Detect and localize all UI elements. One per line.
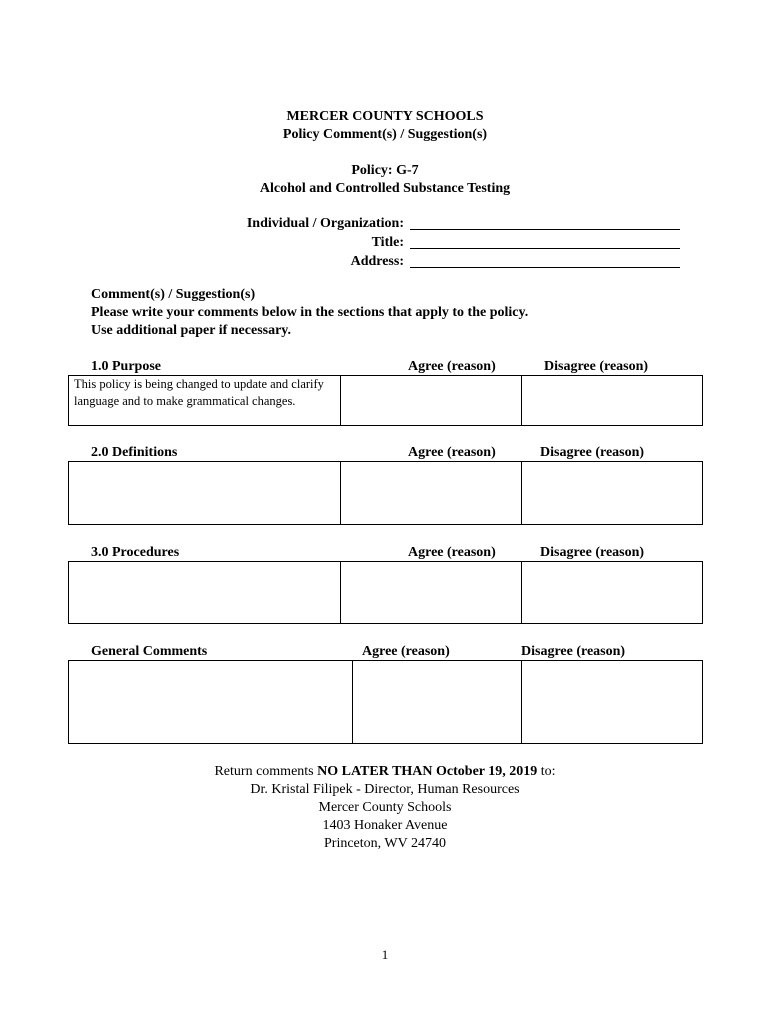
agree-header: Agree (reason) [408,545,496,560]
intro-heading: Comment(s) / Suggestion(s) [91,287,256,302]
intro-line-1: Please write your comments below in the sections that apply to the policy. [91,305,529,320]
agree-cell[interactable] [341,376,521,425]
address-label: Address: [350,254,404,269]
title-field[interactable] [410,235,680,249]
section-title: 3.0 Procedures [91,545,180,560]
disagree-header: Disagree (reason) [521,644,626,659]
footer-street: 1403 Honaker Avenue [322,818,448,833]
title-label: Title: [371,235,404,250]
section-title: General Comments [91,644,208,659]
disagree-header: Disagree (reason) [540,445,645,460]
disagree-header: Disagree (reason) [540,545,645,560]
agree-header: Agree (reason) [408,359,496,374]
section-table [68,561,703,624]
general-comments-cell[interactable] [69,661,352,743]
disagree-cell[interactable] [522,661,702,743]
individual-label: Individual / Organization: [246,216,404,231]
address-field[interactable] [410,254,680,268]
contact-name: Dr. Kristal Filipek - Director, Human Resources [250,782,520,797]
return-instructions [0,763,770,853]
contact-fields [0,215,770,272]
agree-cell[interactable] [353,661,521,743]
footer-city: Princeton, WV 24740 [324,836,446,851]
intro [91,286,528,340]
deadline: NO LATER THAN October 19, 2019 [317,764,538,779]
agree-cell[interactable] [341,462,521,524]
return-suffix: to: [537,764,556,779]
disagree-header: Disagree (reason) [544,359,649,374]
section-table [68,461,703,525]
section-title: 2.0 Definitions [91,445,178,460]
section-table [68,660,703,744]
policy-number: Policy: G-7 [351,163,419,178]
disagree-cell[interactable] [522,562,702,623]
form-subtitle: Policy Comment(s) / Suggestion(s) [282,127,488,142]
individual-field[interactable] [410,216,680,230]
definitions-cell[interactable] [69,462,340,524]
agree-header: Agree (reason) [408,445,496,460]
disagree-cell[interactable] [522,376,702,425]
purpose-text: This policy is being changed to update and clarify language and to make grammatical changes. [74,377,324,408]
document-header [0,108,770,198]
return-line [0,763,770,781]
policy-name: Alcohol and Controlled Substance Testing [259,181,511,196]
agree-cell[interactable] [341,562,521,623]
section-table [68,375,703,426]
page-number: 1 [381,947,389,962]
disagree-cell[interactable] [522,462,702,524]
footer-org: Mercer County Schools [318,800,452,815]
intro-line-2: Use additional paper if necessary. [91,323,292,338]
agree-header: Agree (reason) [362,644,450,659]
section-title: 1.0 Purpose [91,359,161,374]
procedures-cell[interactable] [69,562,340,623]
org-title: MERCER COUNTY SCHOOLS [286,109,484,124]
return-prefix: Return comments [214,764,318,779]
